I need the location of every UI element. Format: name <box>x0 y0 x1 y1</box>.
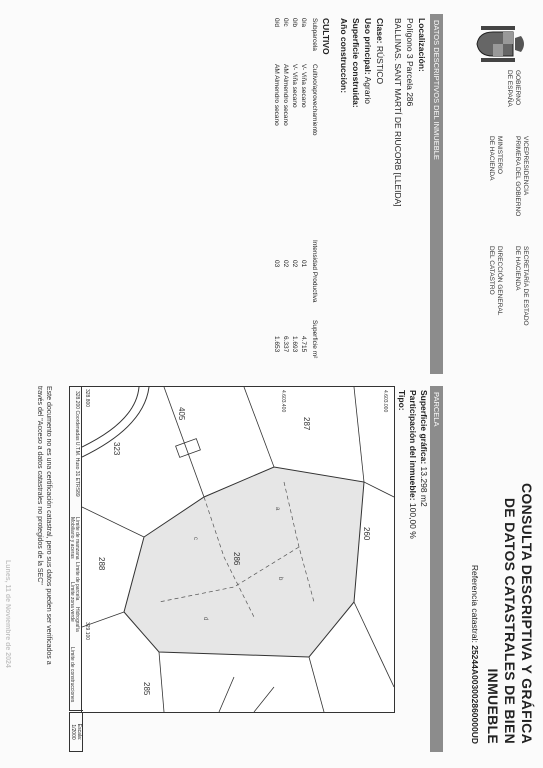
coat-of-arms-icon <box>473 24 525 64</box>
table-row-cultivo: V- Viña secano <box>291 64 298 108</box>
parcel-number: 405 <box>177 407 186 421</box>
col-subparcela: Subparcela <box>311 18 318 51</box>
table-row-sub: 0/a <box>300 18 307 28</box>
secretaria-label: SECRETARÍA DE ESTADO DE HACIENDA <box>514 246 529 326</box>
participacion: Participación del inmueble: 100,00 % <box>408 390 418 539</box>
legend-item: Límite de construcciones <box>69 647 75 703</box>
coordinate-label: 328.800 <box>84 389 90 408</box>
parcel-number: 286 <box>232 552 241 566</box>
uso-field: Uso principal: Agrario <box>363 18 373 104</box>
col-intensidad: Intensidad Productiva <box>311 240 318 303</box>
superficie-grafica: Superficie gráfica: 13.298 m2 <box>419 390 429 507</box>
legend-item: Límite zona verde <box>69 582 75 622</box>
localizacion-label: Localización: <box>417 18 427 72</box>
title-line-2: DE DATOS CATASTRALES DE BIEN INMUEBLE <box>485 497 518 744</box>
scale-box <box>69 712 83 752</box>
table-row-intensidad: 03 <box>273 260 280 268</box>
table-row-sub: 0/c <box>282 18 289 27</box>
subparcel-label: a <box>274 507 280 511</box>
localizacion-line-1: Polígono 3 Parcela 286 <box>405 18 415 107</box>
document-title <box>470 444 535 744</box>
parcel-number: 288 <box>97 557 106 571</box>
col-superficie: Superficie m² <box>311 320 318 359</box>
section-datos-descriptivos: DATOS DESCRIPTIVOS DEL INMUEBLE <box>430 14 443 374</box>
title-line-1: CONSULTA DESCRIPTIVA Y GRÁFICA <box>519 482 535 744</box>
gov-label: GOBIERNO DE ESPAÑA <box>506 70 521 107</box>
coordinate-label: 329.100 <box>84 622 90 641</box>
legend-item: Límite de manzana <box>74 517 80 560</box>
footer-note <box>35 386 53 736</box>
table-row-cultivo: AM Almendro secano <box>273 64 280 126</box>
anio-construccion-label: Año construcción: <box>339 18 349 94</box>
superficie-construida-label: Superficie construida: <box>351 18 361 108</box>
header <box>453 18 533 478</box>
cultivo-section-label: CULTIVO <box>321 18 331 55</box>
ministerio-label: MINISTERIO DE HACIENDA <box>488 136 503 181</box>
localizacion-line-2: BALLINAS. SANT MARTÍ DE RIUCORB [LLEIDA] <box>393 18 403 207</box>
parcel-map <box>81 386 395 713</box>
table-row-intensidad: 02 <box>282 260 289 268</box>
tipo-label: Tipo: <box>397 390 407 411</box>
section-parcela: PARCELA <box>430 386 443 752</box>
parcel-map-drawing <box>82 387 394 712</box>
subparcel-label: c <box>192 537 198 540</box>
legend-item: Límite de parcela <box>74 562 80 601</box>
legend-item: Hidrografía <box>74 607 80 632</box>
table-row-cultivo: V- Viña secano <box>300 64 307 108</box>
subparcel-label: b <box>277 577 283 581</box>
table-row-intensidad: 02 <box>291 260 298 268</box>
parcel-number: 323 <box>112 442 121 456</box>
clase-field: Clase: RÚSTICO <box>375 18 385 85</box>
parcel-number: 287 <box>302 417 311 431</box>
table-row-superficie: 6.337 <box>282 336 289 353</box>
table-row-sub: 0/d <box>273 18 280 28</box>
footer-line-2: través del "Acceso a datos catastrales no protegidos de la SEC" <box>36 386 43 585</box>
table-row-intensidad: 01 <box>300 260 307 268</box>
parcel-number: 285 <box>142 682 151 696</box>
table-row-superficie: 1.653 <box>273 336 280 353</box>
map-legend <box>69 386 83 711</box>
scale-label: Escala: <box>76 723 82 741</box>
table-row-sub: 0/b <box>291 18 298 28</box>
vicepresidencia-label: VICEPRESIDENCIA PRIMERA DEL GOBIERNO <box>514 136 529 217</box>
document-date: Lunes, 11 de Noviembre de 2024 <box>4 560 11 668</box>
col-cultivo: Cultivo/aprovechamiento <box>311 64 318 136</box>
table-row-cultivo: AM Almendro secano <box>282 64 289 126</box>
subparcel-label: d <box>202 617 208 621</box>
table-row-superficie: 4.715 <box>300 336 307 353</box>
footer-line-1: Este documento no es una certificación catastral, pero sus datos pueden ser verificados a <box>45 386 52 665</box>
coordinate-label: 4.603.000 <box>382 390 388 413</box>
coordinate-label: 4.603.400 <box>280 390 286 413</box>
direccion-label: DIRECCIÓN GENERAL DEL CATASTRO <box>488 246 503 316</box>
legend-item: Mobiliario y aceras <box>69 517 75 559</box>
legend-coords: 328.200 Coordenadas U.T.M. Huso 31 ETRS89 <box>74 391 80 497</box>
parcel-number: 260 <box>362 527 371 541</box>
scale-value: 1/2000 <box>70 724 76 740</box>
table-row-superficie: 1.693 <box>291 336 298 353</box>
referencia-catastral: Referencia catastral: 25244A003002860000UD <box>470 564 480 744</box>
